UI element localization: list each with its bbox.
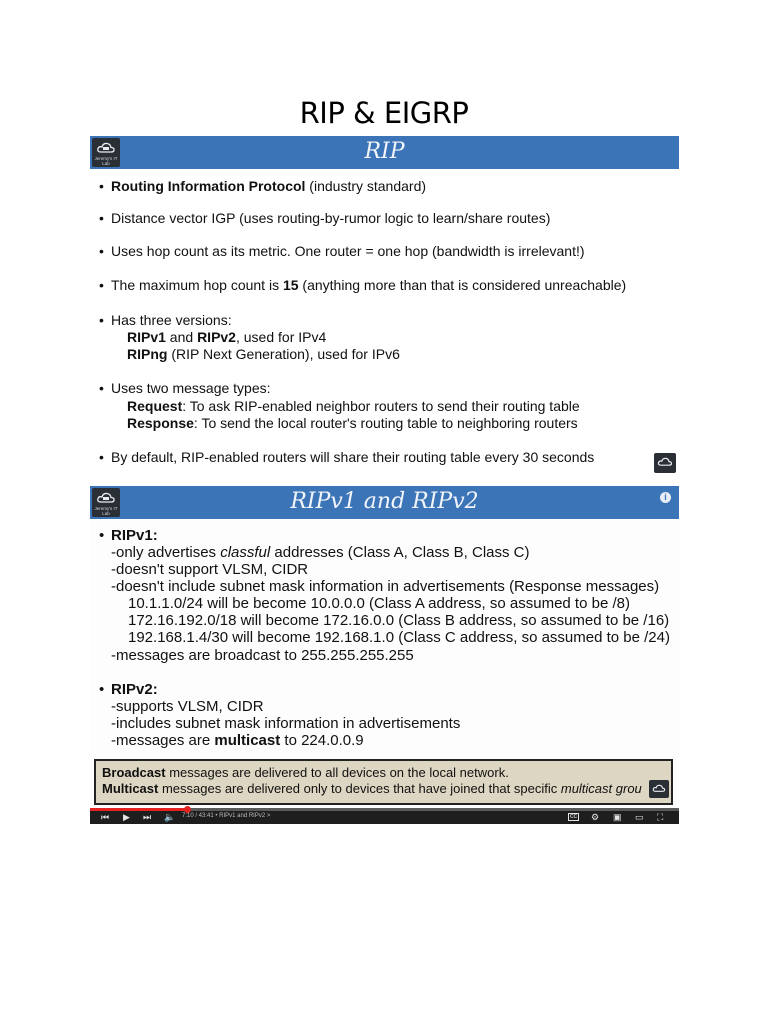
note-box	[94, 759, 673, 805]
example-line: 192.168.1.4/30 will become 192.168.1.0 (Class C address, so assumed to be /24)	[128, 629, 670, 646]
version-line: RIPv1 and RIPv2, used for IPv4	[127, 329, 327, 345]
page-title: RIP & EIGRP	[299, 96, 469, 130]
ripv2-line: -supports VLSM, CIDR	[111, 698, 264, 715]
note-line: Broadcast messages are delivered to all devices on the local network.	[102, 765, 509, 780]
info-icon[interactable]: i	[660, 492, 671, 503]
slide-banner	[90, 486, 679, 519]
slide-heading: RIPv1 and RIPv2	[290, 489, 479, 514]
progress-bar[interactable]	[90, 808, 679, 811]
slide-ripv1-ripv2: Jeremy's IT Lab RIPv1 and RIPv2 i • RIPv1: -only advertises classful addresses (Class A, Class B, Class C) -doesn't support VLSM, CIDR -doesn't include subnet mask information in advertisements (Response messages) 10.1.1.0/24 will be become 10.0.0.0 (Class A address, so assumed to be /8) 172.16.192.0/18 will become 172.16.0.0 (Class B address, so assumed to be /16) 192.168.1.4/30 will become 192.168.1.0 (Class C address, so assumed to be /24) -messages are broadcast to 255.255.255.255 • RIPv2: -supports VLSM, CIDR -includes subnet mask information in advertisements -messages are multicast to 224.0.0.9 Broadcast messages are delivered to all devices on the local network. Multicast messages are delivered only to devices that have joined that specific multicast grou ⏮ ▶ ⏭ 🔈 7:10 / 43:41 • RIPv1 and RIPv2 > cc ⚙ ▣ ▭ ⛶	[90, 486, 679, 824]
slide-rip: Jeremy's IT Lab RIP • Routing Information Protocol (industry standard) • Distance vector IGP (uses routing-by-rumor logic to learn/share routes) • Uses hop count as its metric. One router = one hop (bandwidth is irrelevant!) • The maximum hop count is 15 (anything more than that is considered unreachable) • Has three versions: RIPv1 and RIPv2, used for IPv4 RIPng (RIP Next Generation), used for IPv6 • Uses two message types: Request: To ask RIP-enabled neighbor routers to send their routing table Response: To send the local router's routing table to neighboring routers • By default, RIP-enabled routers will share their routing table every 30 seconds	[90, 136, 679, 476]
progress-fill	[90, 808, 187, 811]
settings-gear-icon[interactable]: ⚙	[591, 812, 600, 822]
fullscreen-icon[interactable]: ⛶	[657, 812, 664, 822]
ripv1-line: -only advertises classful addresses (Class A, Class B, Class C)	[111, 544, 530, 561]
time-display	[182, 813, 270, 820]
message-type-line: Response: To send the local router's routing table to neighboring routers	[127, 415, 578, 431]
theater-mode-icon[interactable]: ▭	[635, 812, 644, 822]
chapter-title[interactable]: • RIPv1 and RIPv2 >	[215, 813, 271, 819]
subtitles-icon[interactable]: cc	[570, 813, 577, 820]
ripv2-line: -includes subnet mask information in advertisements	[111, 715, 461, 732]
logo-text: Jeremy's IT Lab	[94, 156, 118, 166]
ripv2-line: -messages are multicast to 224.0.0.9	[111, 732, 364, 749]
ripv1-line: -messages are broadcast to 255.255.255.255	[111, 647, 414, 664]
example-line: 10.1.1.0/24 will be become 10.0.0.0 (Class A address, so assumed to be /8)	[128, 595, 630, 612]
volume-icon[interactable]: 🔈	[164, 812, 176, 822]
note-line: Multicast messages are delivered only to devices that have joined that specific multicast grou	[102, 781, 642, 796]
message-type-line: Request: To ask RIP-enabled neighbor routers to send their routing table	[127, 398, 580, 414]
progress-handle[interactable]	[184, 806, 191, 813]
video-player-controls	[90, 808, 679, 824]
logo-text: Jeremy's IT Lab	[94, 506, 118, 516]
time-current: 7:10 / 43:41	[182, 813, 214, 819]
cloud-watermark-icon	[654, 453, 676, 473]
miniplayer-icon[interactable]: ▣	[613, 812, 622, 822]
ripv1-line: -doesn't include subnet mask information in advertisements (Response messages)	[111, 578, 660, 595]
cloud-watermark-icon	[649, 780, 669, 798]
next-icon[interactable]: ⏭	[143, 812, 152, 822]
ripv1-line: -doesn't support VLSM, CIDR	[111, 561, 309, 578]
slide-banner	[90, 136, 679, 169]
slide-heading: RIP	[364, 139, 405, 164]
previous-icon[interactable]: ⏮	[101, 812, 110, 822]
play-icon[interactable]: ▶	[123, 812, 130, 822]
example-line: 172.16.192.0/18 will become 172.16.0.0 (Class B address, so assumed to be /16)	[128, 612, 670, 629]
version-line: RIPng (RIP Next Generation), used for IPv6	[127, 346, 400, 362]
